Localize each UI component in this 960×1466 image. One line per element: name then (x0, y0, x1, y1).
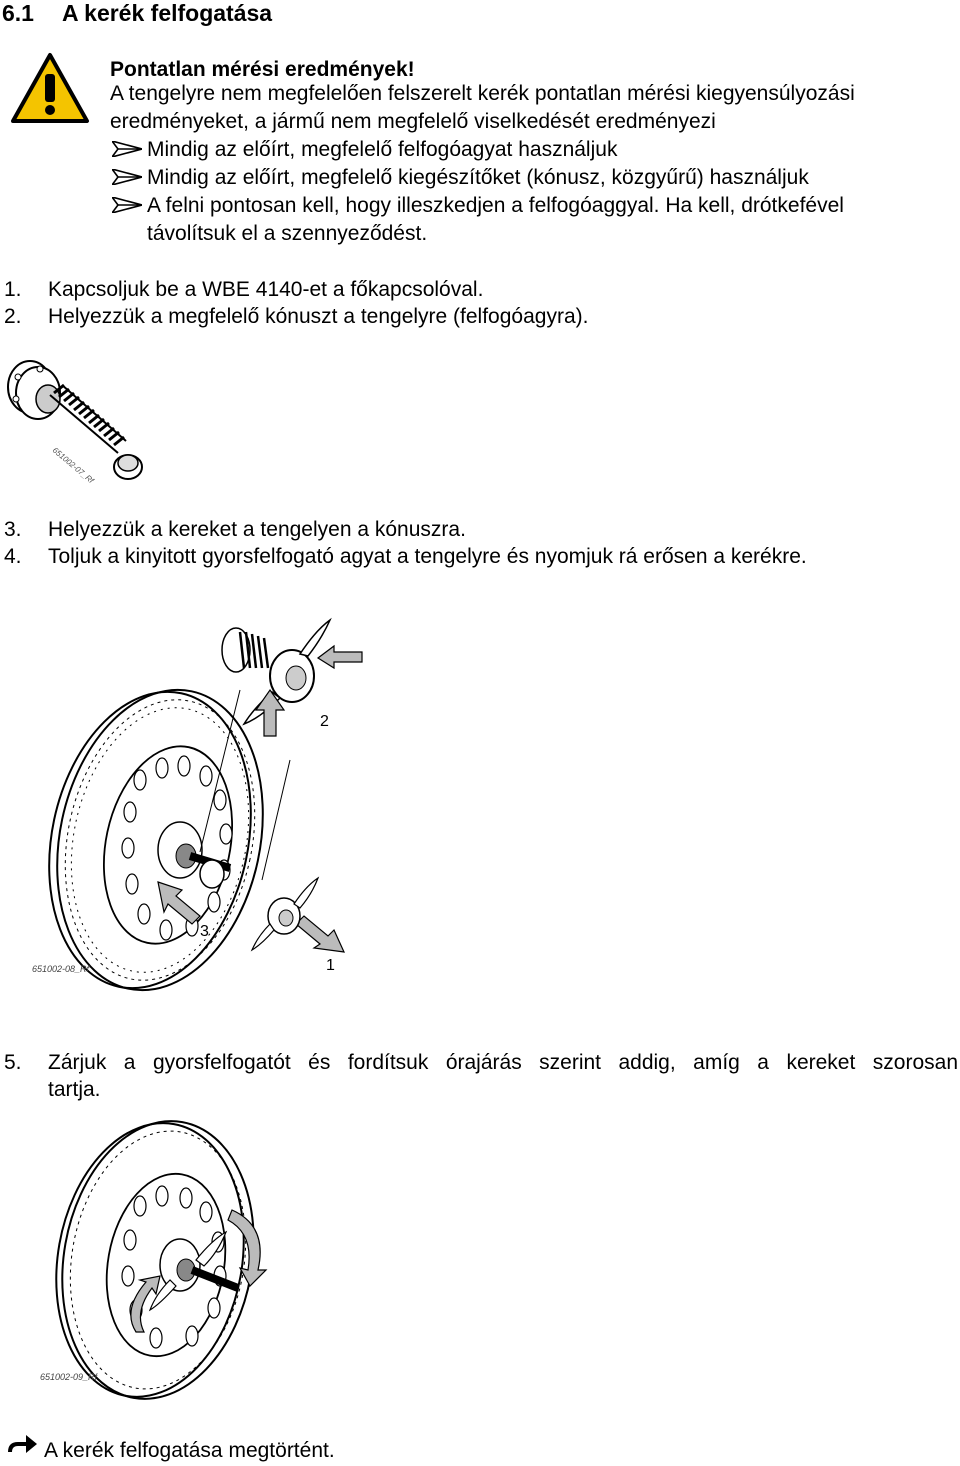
warning-title: Pontatlan mérési eredmények! (110, 58, 415, 81)
warning-triangle-icon (10, 52, 90, 124)
warning-bullet-1: Mindig az előírt, megfelelő felfogóagyat használjuk (147, 138, 618, 161)
step-5-number: 5. (4, 1051, 22, 1074)
step-2-text: Helyezzük a megfelelő kónuszt a tengelyre (felfogóagyra). (48, 305, 589, 328)
step-1-number: 1. (4, 278, 22, 301)
warning-bullet-2: Mindig az előírt, megfelelő kiegészítőket (kónusz, közgyűrű) használjuk (147, 166, 809, 189)
warning-bullet-3: A felni pontosan kell, hogy illeszkedjen a felfogóaggyal. Ha kell, drótkefével (147, 194, 844, 217)
section-title: A kerék felfogatása (62, 0, 273, 26)
figure-2-label-1: 1 (326, 957, 335, 974)
section-number: 6.1 (2, 0, 34, 26)
step-1-text: Kapcsoljuk be a WBE 4140-et a főkapcsolóval. (48, 278, 484, 301)
bullet-arrow-icon (112, 197, 142, 213)
step-5-text-line-2: tartja. (48, 1078, 101, 1101)
figure-2-label-2: 2 (320, 713, 329, 730)
warning-line-1: A tengelyre nem megfelelően felszerelt kerék pontatlan mérési kiegyensúlyozási (110, 82, 855, 105)
warning-bullet-3-continuation: távolítsuk el a szennyeződést. (147, 222, 428, 245)
step-4-text: Toljuk a kinyitott gyorsfelfogató agyat a tengelyre és nyomjuk rá erősen a kerékre. (48, 545, 807, 568)
figure-2-code: 651002-08_Rf (32, 964, 90, 974)
figure-3-code: 651002-09_Rf (40, 1372, 98, 1382)
step-2-number: 2. (4, 305, 22, 328)
step-5-text-line-1: Zárjuk a gyorsfelfogatót és fordítsuk órajárás szerint addig, amíg a kereket szorosan (48, 1051, 958, 1074)
figure-1-code: 651002-07_Rf (50, 445, 96, 486)
wheel-tightening-figure (0, 1110, 300, 1400)
warning-line-2: eredményeket, a jármű nem megfelelő viselkedését eredményezi (110, 110, 716, 133)
step-4-number: 4. (4, 545, 22, 568)
result-text: A kerék felfogatása megtörtént. (44, 1439, 335, 1462)
step-3-number: 3. (4, 518, 22, 541)
shaft-cone-figure (0, 355, 160, 490)
step-3-text: Helyezzük a kereket a tengelyen a kónuszra. (48, 518, 466, 541)
wheel-mounting-figure (0, 590, 390, 1010)
result-arrow-icon (6, 1432, 38, 1456)
figure-2-label-3: 3 (200, 923, 209, 940)
bullet-arrow-icon (112, 141, 142, 157)
bullet-arrow-icon (112, 169, 142, 185)
